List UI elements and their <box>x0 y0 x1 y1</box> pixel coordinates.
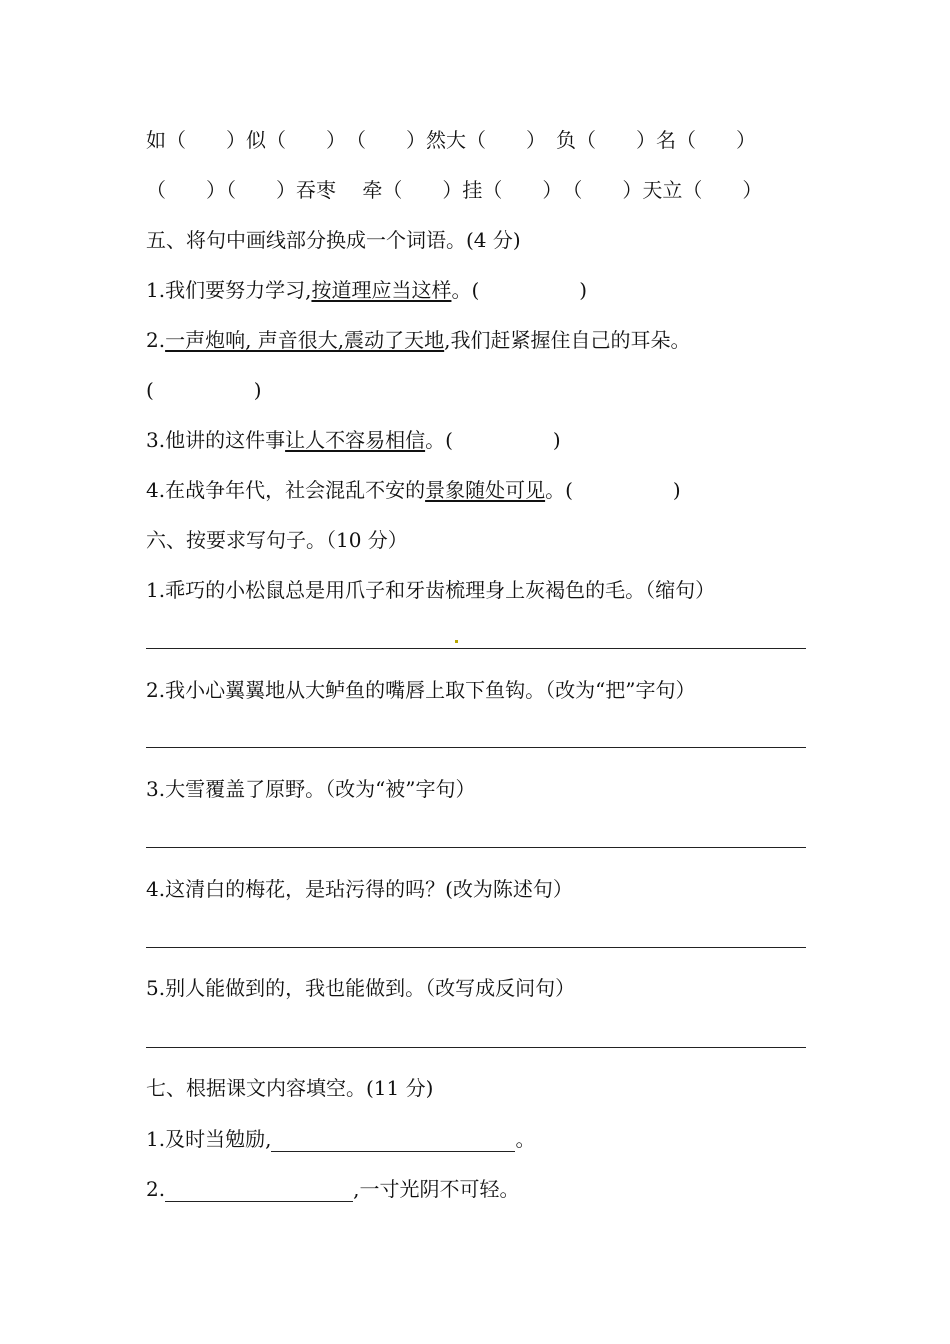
answer-parentheses[interactable]: 。( ) <box>425 428 561 452</box>
fill-blank[interactable] <box>165 1179 353 1202</box>
section6-item-3: 3.大雪覆盖了原野。（改为“被”字句） <box>146 777 476 801</box>
answer-line-4[interactable] <box>146 947 806 948</box>
idiom-row-2: （ ）（ ）吞枣 牵（ ）挂（ ） （ ）天立（ ） <box>146 178 763 202</box>
item-text: 1.及时当勉励, <box>146 1127 272 1151</box>
underlined-phrase: 按道理应当这样 <box>311 278 452 302</box>
item-text: ,我们赶紧握住自己的耳朵。 <box>444 328 691 352</box>
answer-parentheses[interactable]: 。( ) <box>451 278 588 302</box>
section6-item-1: 1.乖巧的小松鼠总是用爪子和牙齿梳理身上灰褐色的毛。（缩句） <box>146 578 716 602</box>
answer-line-2[interactable] <box>146 747 806 748</box>
answer-line-5[interactable] <box>146 1047 806 1048</box>
answer-line-3[interactable] <box>146 847 806 848</box>
section5-item-3 <box>146 427 561 453</box>
section7-heading: 七、根据课文内容填空。(11 分) <box>146 1076 434 1100</box>
section6-item-2: 2.我小心翼翼地从大鲈鱼的嘴唇上取下鱼钩。（改为“把”字句） <box>146 678 696 702</box>
item-text: ,一寸光阴不可轻。 <box>353 1177 520 1201</box>
fill-blank[interactable] <box>271 1129 515 1152</box>
section5-heading: 五、将句中画线部分换成一个词语。(4 分) <box>146 228 521 252</box>
answer-line-1[interactable] <box>146 648 806 649</box>
section6-item-4: 4.这清白的梅花，是玷污得的吗？(改为陈述句） <box>146 877 573 901</box>
item-number: 2. <box>146 328 166 352</box>
section5-item-1 <box>146 277 587 303</box>
item-text: 1.我们要努力学习, <box>146 278 312 302</box>
answer-parentheses[interactable]: ( ) <box>146 378 262 402</box>
section7-item-2 <box>146 1176 519 1202</box>
answer-parentheses[interactable]: 。( ) <box>545 478 681 502</box>
idiom-row-1: 如（ ）似（ ） （ ）然大（ ） 负（ ）名（ ） <box>146 128 756 152</box>
item-number: 2. <box>146 1177 166 1201</box>
section7-item-1 <box>146 1126 535 1152</box>
underlined-phrase: 景象随处可见 <box>425 478 546 502</box>
stray-dot <box>455 640 458 643</box>
section5-item-2-answer <box>146 377 262 403</box>
section5-item-2 <box>146 327 691 353</box>
section5-item-4 <box>146 477 681 503</box>
section6-item-5: 5.别人能做到的，我也能做到。（改写成反问句） <box>146 976 576 1000</box>
item-text: 4.在战争年代，社会混乱不安的 <box>146 478 426 502</box>
underlined-phrase: 一声炮响, 声音很大,震动了天地 <box>165 328 445 352</box>
section6-heading: 六、按要求写句子。（10 分） <box>146 528 408 552</box>
underlined-phrase: 让人不容易相信 <box>285 428 426 452</box>
item-text: 。 <box>515 1127 536 1151</box>
item-text: 3.他讲的这件事 <box>146 428 286 452</box>
